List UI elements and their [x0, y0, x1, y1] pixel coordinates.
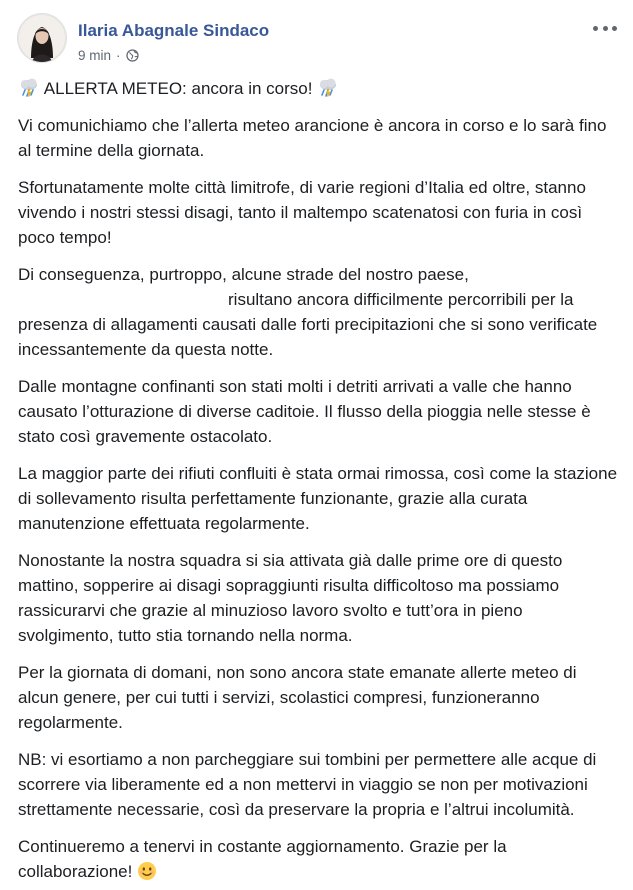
meta-separator: · [116, 48, 121, 63]
post-paragraph: NB: vi esortiamo a non parcheggiare sui tombini per permettere alle acque di scorrere via liberamente ed a non mettervi in viaggio se non per motivazioni strettamente necessarie, così da preservare la propria e l’altrui incolumità. [18, 750, 602, 819]
post-paragraph: Vi comunichiamo che l’allerta meteo arancione è ancora in corso e lo sarà fino al termine della giornata. [18, 116, 612, 160]
post-closing-paragraph [18, 834, 618, 884]
post-body [18, 76, 622, 890]
post-title-line [18, 76, 618, 101]
post-title: ALLERTA METEO: ancora in corso! [43, 79, 313, 98]
globe-icon[interactable] [126, 49, 139, 62]
post-header [18, 14, 621, 64]
more-options-icon[interactable] [593, 20, 617, 36]
post-paragraph: Sfortunatamente molte città limitrofe, di varie regioni d’Italia ed oltre, stanno vivendo i nostri stessi disagi, tanto il maltempo scatenatosi con furia in così poco tempo! [18, 178, 591, 247]
post-meta [78, 48, 139, 63]
avatar-image [18, 14, 66, 62]
post-paragraph: Dalle montagne confinanti son stati molti i detriti arrivati a valle che hanno causato l’otturazione di diverse caditoie. Il flusso della pioggia nelle stesse è stato così gravemente ostacolato. [18, 377, 596, 446]
author-name-link[interactable]: Ilaria Abagnale Sindaco [78, 21, 270, 40]
storm-cloud-icon [317, 78, 339, 98]
post-paragraph-part: risultano ancora difficilmente percorribili per la presenza di allagamenti causati dalle forti precipitazioni che si sono verificate incessantemente da questa notte. [18, 290, 602, 359]
post-closing-text: Continueremo a tenervi in costante aggiornamento. Grazie per la collaborazione! [18, 837, 512, 881]
post-paragraph-part: Di conseguenza, purtroppo, alcune strade del nostro paese, [18, 265, 469, 284]
post-paragraph: La maggior parte dei rifiuti confluiti è stata ormai rimossa, così come la stazione di sollevamento risulta perfettamente funzionante, grazie alla curata manutenzione effettuata regolarmente. [18, 464, 622, 533]
post-paragraph [18, 262, 618, 362]
author-avatar[interactable] [18, 14, 66, 62]
storm-cloud-icon [18, 78, 40, 98]
smiling-face-icon [137, 861, 157, 881]
post-paragraph: Nonostante la nostra squadra si sia attivata già dalle prime ore di questo mattino, sopperire ai disagi sopraggiunti risulta difficoltoso ma possiamo rassicurarvi che grazie al minuzioso lavoro svolto e tutt’ora in pieno svolgimento, tutto stia tornando nella norma. [18, 551, 568, 645]
post-timestamp[interactable]: 9 min [78, 48, 112, 63]
post-paragraph: Per la giornata di domani, non sono ancora state emanate allerte meteo di alcun genere, per cui tutti i servizi, scolastici compresi, funzioneranno regolarmente. [18, 663, 582, 732]
